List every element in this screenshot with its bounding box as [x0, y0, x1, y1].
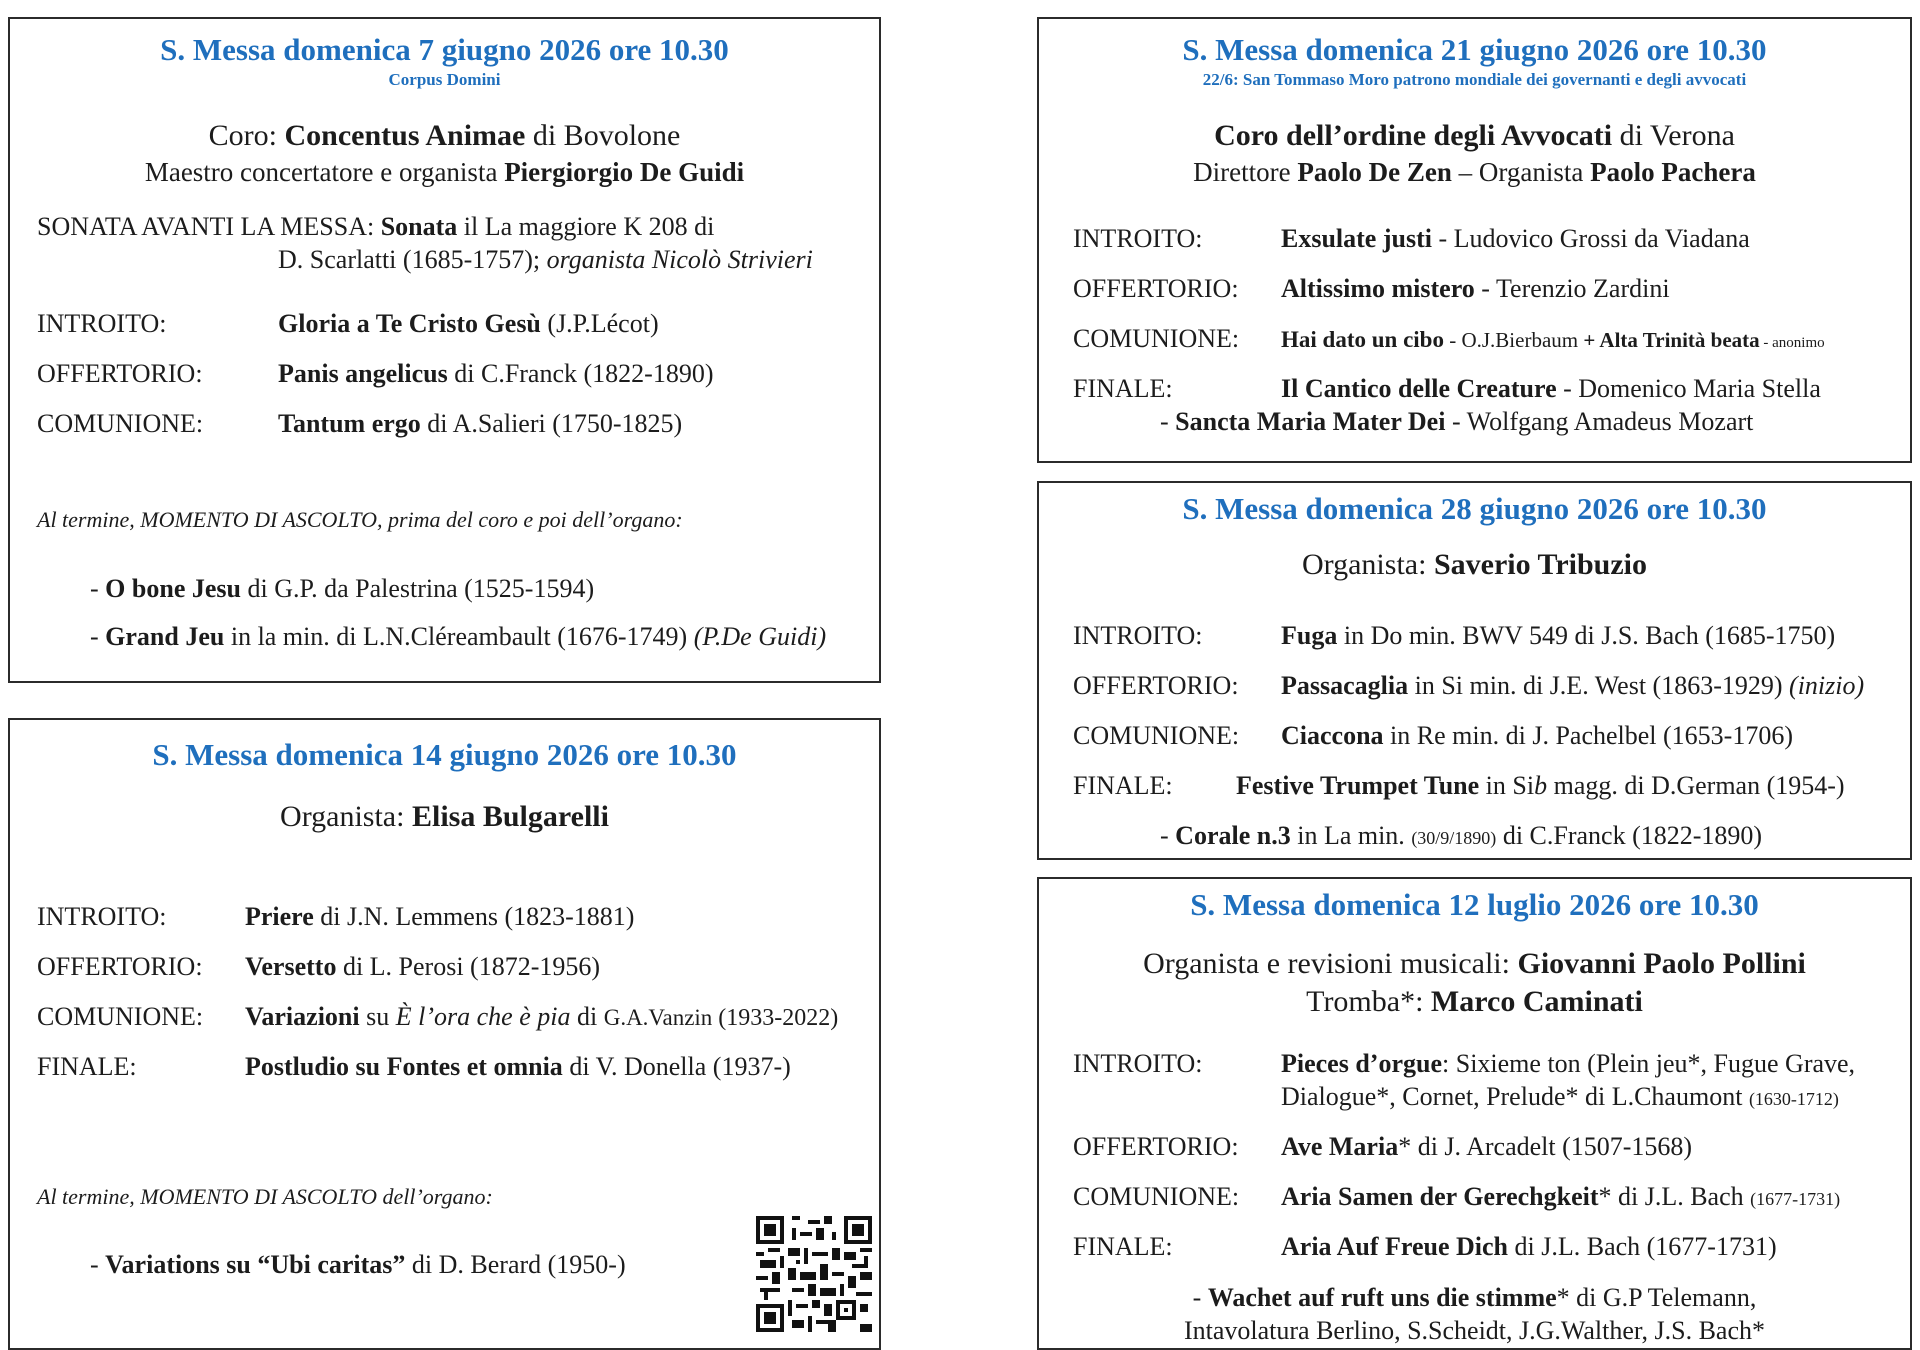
introito-label: INTROITO:	[1073, 1049, 1203, 1078]
comunione-value: Aria Samen der Gerechgkeit* di J.L. Bach (1677-1731)	[1281, 1182, 1841, 1211]
mass-card-june-7	[8, 17, 881, 683]
finale-value-3: Intavolatura Berlino, S.Scheidt, J.G.Walther, J.S. Bach*	[1183, 1316, 1766, 1345]
introito-label: INTROITO:	[1073, 621, 1203, 650]
finale-value-2: - Corale n.3 in La min. (30/9/1890) di C.Franck (1822-1890)	[1160, 821, 1763, 850]
mass-subtitle: Corpus Domini	[388, 70, 501, 89]
ascolto-item-1: - O bone Jesu di G.P. da Palestrina (1525-1594)	[90, 574, 595, 603]
introito-value-2: Dialogue*, Cornet, Prelude* di L.Chaumont (1630-1712)	[1281, 1082, 1839, 1111]
comunione-label: COMUNIONE:	[37, 1002, 204, 1031]
mass-title: S. Messa domenica 12 luglio 2026 ore 10.30	[1190, 887, 1759, 922]
finale-label: FINALE:	[1073, 771, 1173, 800]
mass-card-june-14	[8, 718, 881, 1350]
mass-title: S. Messa domenica 21 giugno 2026 ore 10.30	[1182, 32, 1767, 67]
comunione-value: Tantum ergo di A.Salieri (1750-1825)	[278, 409, 683, 438]
offertorio-label: OFFERTORIO:	[37, 359, 203, 388]
introito-label: INTROITO:	[37, 309, 167, 338]
introito-value: Gloria a Te Cristo Gesù (J.P.Lécot)	[278, 309, 659, 338]
organist-line: Organista: Saverio Tribuzio	[1302, 548, 1647, 581]
offertorio-label: OFFERTORIO:	[1073, 671, 1239, 700]
finale-label: FINALE:	[1073, 1232, 1173, 1261]
comunione-value: Hai dato un cibo - O.J.Bierbaum + Alta Trinità beata - anonimo	[1281, 327, 1825, 352]
organist-line: Organista: Elisa Bulgarelli	[280, 800, 609, 833]
offertorio-value: Panis angelicus di C.Franck (1822-1890)	[278, 359, 714, 388]
finale-value: Aria Auf Freue Dich di J.L. Bach (1677-1731)	[1281, 1232, 1777, 1261]
finale-label: FINALE:	[1073, 374, 1173, 403]
mass-title: S. Messa domenica 14 giugno 2026 ore 10.30	[152, 737, 737, 772]
trumpet-line: Tromba*: Marco Caminati	[1306, 985, 1643, 1018]
comunione-label: COMUNIONE:	[1073, 1182, 1240, 1211]
comunione-label: COMUNIONE:	[1073, 721, 1240, 750]
offertorio-value: Altissimo mistero - Terenzio Zardini	[1281, 274, 1670, 303]
finale-label: FINALE:	[37, 1052, 137, 1081]
finale-value: Postludio su Fontes et omnia di V. Donella (1937-)	[245, 1052, 791, 1081]
maestro-line: Maestro concertatore e organista Piergiorgio De Guidi	[144, 157, 745, 187]
mass-card-july-12	[1037, 877, 1912, 1350]
finale-value: Il Cantico delle Creature - Domenico Maria Stella	[1281, 374, 1821, 403]
introito-label: INTROITO:	[37, 902, 167, 931]
introito-value: Fuga in Do min. BWV 549 di J.S. Bach (1685-1750)	[1281, 621, 1836, 650]
comunione-value: Variazioni su È l’ora che è pia di G.A.Vanzin (1933-2022)	[245, 1002, 839, 1031]
comunione-value: Ciaccona in Re min. di J. Pachelbel (1653-1706)	[1281, 721, 1793, 750]
finale-value-2: - Sancta Maria Mater Dei - Wolfgang Amadeus Mozart	[1160, 407, 1754, 436]
comunione-label: COMUNIONE:	[1073, 324, 1240, 353]
comunione-label: COMUNIONE:	[37, 409, 204, 438]
ascolto-note: Al termine, MOMENTO DI ASCOLTO dell’organo:	[37, 1184, 493, 1209]
introito-value: Priere di J.N. Lemmens (1823-1881)	[245, 902, 635, 931]
finale-value: Festive Trumpet Tune in Sib magg. di D.German (1954-)	[1236, 771, 1845, 800]
finale-value-2: - Wachet auf ruft uns die stimme* di G.P Telemann,	[1192, 1283, 1757, 1312]
director-line: Direttore Paolo De Zen – Organista Paolo Pachera	[1193, 157, 1756, 187]
offertorio-label: OFFERTORIO:	[37, 952, 203, 981]
ascolto-item: - Variations su “Ubi caritas” di D. Berard (1950-)	[90, 1250, 626, 1279]
mass-card-june-21	[1037, 17, 1912, 463]
mass-subtitle: 22/6: San Tommaso Moro patrono mondiale dei governanti e degli avvocati	[1202, 70, 1747, 89]
choir-line: Coro dell’ordine degli Avvocati di Verona	[1214, 119, 1735, 152]
mass-card-june-28	[1037, 481, 1912, 860]
sonata-line-2: D. Scarlatti (1685-1757); organista Nicolò Strivieri	[278, 245, 813, 274]
introito-label: INTROITO:	[1073, 224, 1203, 253]
ascolto-item-2: - Grand Jeu in la min. di L.N.Cléreambault (1676-1749) (P.De Guidi)	[90, 622, 827, 651]
introito-value: Exsulate justi - Ludovico Grossi da Viadana	[1281, 224, 1750, 253]
organist-line: Organista e revisioni musicali: Giovanni Paolo Pollini	[1143, 947, 1806, 980]
introito-value: Pieces d’orgue: Sixieme ton (Plein jeu*, Fugue Grave,	[1281, 1049, 1856, 1078]
sonata-line: SONATA AVANTI LA MESSA: Sonata il La maggiore K 208 di	[37, 212, 715, 241]
mass-title: S. Messa domenica 28 giugno 2026 ore 10.30	[1182, 491, 1767, 526]
offertorio-value: Versetto di L. Perosi (1872-1956)	[245, 952, 601, 981]
offertorio-label: OFFERTORIO:	[1073, 274, 1239, 303]
choir-line: Coro: Concentus Animae di Bovolone	[208, 119, 681, 152]
ascolto-note: Al termine, MOMENTO DI ASCOLTO, prima del coro e poi dell’organo:	[37, 507, 683, 532]
offertorio-value: Ave Maria* di J. Arcadelt (1507-1568)	[1281, 1132, 1693, 1161]
mass-title: S. Messa domenica 7 giugno 2026 ore 10.30	[160, 32, 729, 67]
qr-code-icon	[756, 1216, 872, 1332]
offertorio-value: Passacaglia in Si min. di J.E. West (1863-1929) (inizio)	[1281, 671, 1865, 700]
offertorio-label: OFFERTORIO:	[1073, 1132, 1239, 1161]
